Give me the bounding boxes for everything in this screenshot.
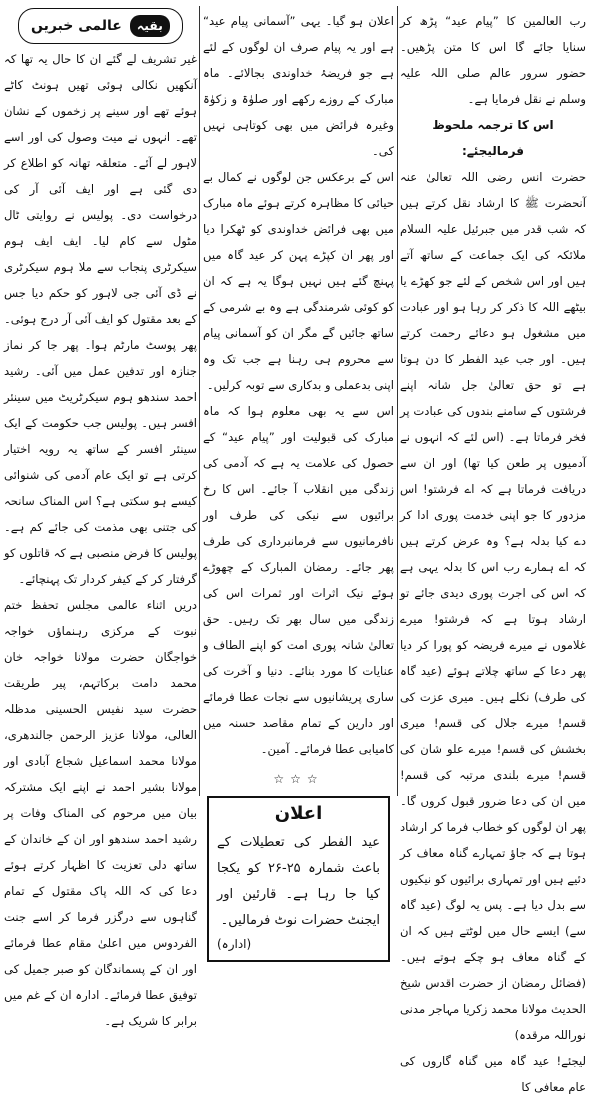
column-divider [397, 6, 398, 796]
middle-column [203, 8, 394, 951]
column-divider [199, 6, 200, 796]
eid-warning-paragraph: اس کے برعکس جن لوگوں نے کمال بے حیائی کا مظاہرہ کرتے ہوئے ماہ مبارک میں بھی فرائض خداوندی کو ٹھکرا دیا اور پھر ان کپڑے پہن کر عید گاہ میں پہنچ گئے ہیں نہیں ہوگا یہ ہے کہ ان کو کوئی شرمندگی ہے وہ بے شرمی کے ساتھ جائیں گے مگر ان کو آسمانی پیام سے محروم ہی رہنا ہے جب تک وہ اپنی بدعملی و بدکاری سے توبہ کرلیں۔ [203, 170, 394, 392]
ramadan-acceptance-paragraph: اس سے یہ بھی معلوم ہوا کہ ماہ مبارک کی قبولیت اور ”پیام عید“ کے حصول کی علامت یہ ہے کہ آدمی کی زندگی میں انقلاب آ جائے۔ اس کا رخ برائیوں سے نیکی کی طرف اور نافرمانیوں سے فرمانبرداری کی طرف پھر جائے۔ رمضان المبارک کے چھوڑے ہوئے نیک اثرات اور ثمرات اس کی زندگی میں سال بھر تک رہیں۔ حق تعالیٰ شانہ پوری امت کو اپنے الطاف و عنایات کا مورد بنائے۔ دنیا و آخرت کی ساری پریشانیوں سے نجات عطا فرمائے اور دارین کے تمام مقاصد حسنہ میں کامیابی عطا فرمائے۔ آمین۔ [203, 404, 394, 756]
announcement-title: اعلان [274, 803, 323, 824]
translation-heading: اس کا ترجمہ ملحوظ فرمالیجئے: [432, 118, 554, 158]
eid-forgiveness-text: لیجئے! عید گاہ میں گناہ گاروں کی عام معافی کا [400, 1054, 586, 1094]
left-column [4, 8, 197, 1028]
eid-message-continuation: اعلان ہو گیا۔ یہی ”آسمانی پیام عید“ ہے اور یہ پیام صرف ان لوگوں کے لئے ہے جو فریضۂ خداوندی بجالائے۔ ماہ مبارک کے روزے رکھے اور صلوٰۃ و زکوٰۃ وغیرہ فرائض میں بھی کوتاہی نہیں کی۔ [203, 14, 394, 158]
right-column [400, 8, 586, 1094]
section-stars-divider: ☆☆☆ [273, 772, 324, 786]
announcement-body: عید الفطر کی تعطیلات کے باعث شمارہ ۲۵-۲۶ کو یکجا کیا جا رہا ہے۔ قارئین اور ایجنٹ حضرات نوٹ فرمالیں۔ [217, 835, 380, 928]
eid-message-intro: رب العالمین کا ”پیام عید“ پڑھ کر سنایا جائے گا اس کا متن پڑھیں۔ حضور سرور عالم صلی اللہ علیہ وسلم نے نقل فرمایا ہے۔ [400, 14, 586, 106]
news-report: غیر تشریف لے گئے ان کا حال یہ تھا کہ آنکھیں نکالی ہوئی تھیں ہونٹ کاٹے ہوئے تھے اور سینے پر زخموں کے نشان تھے۔ انہوں نے میت وصول کی اور اسے لاہور لے آئے۔ متعلقہ تھانہ کو اطلاع کر دی گئی ہے اور ایف آئی آر کی درخواست دی۔ پولیس نے روایتی ٹال مٹول سے کام لیا۔ ایف ایف ہوم سیکرٹری پنجاب سے ملا ہوم سیکرٹری نے ڈی آئی جی لاہور کو حکم دیا جس کے بعد مقتول کو ایف آئی آر درج ہوئی۔ پھر پوسٹ مارٹم ہوا۔ پھر جا کر نماز جنازہ اور تدفین عمل میں آئی۔ رشید احمد سندھو ہوم سیکرٹریٹ میں سینئر افسر ہیں۔ پولیس جب حکومت کے ایک سینئر افسر کے ساتھ یہ رویہ اختیار کرتی ہے تو ایک عام آدمی کی شنوائی کیسے ہو سکتی ہے؟ اس المناک سانحہ کی جتنی بھی مذمت کی جائے کم ہے۔ پولیس کا فرض منصبی ہے کہ قاتلوں کو گرفتار کر کے کیفر کردار تک پہنچائے۔ [4, 52, 197, 586]
section-title: عالمی خبریں [31, 18, 122, 34]
announcement-signature: (ادارہ) [217, 937, 252, 951]
condolence-statement: دریں اثناء عالمی مجلس تحفظ ختم نبوت کے مرکزی رہنماؤں خواجہ خواجگان حضرت مولانا خواجہ خان محمد دامت برکاتہم، پیر طریقت حضرت سید نفیس الحسینی مدظلہ العالی، مولانا عزیز الرحمن جالندھری، مولانا محمد اسماعیل شجاع آبادی اور مولانا بشیر احمد نے اپنے ایک مشترکہ بیان میں مرحوم کی المناک وفات پر رشید احمد سندھو اور ان کے خاندان کے ساتھ دلی تعزیت کا اظہار کرتے ہوئے دعا کی کہ اللہ پاک مقتول کے تمام گناہوں سے درگزر فرما کر اسے جنت الفردوس میں اعلیٰ مقام عطا فرمائے اور ان کے پسماندگان کو صبر جمیل کی توفیق عطا فرمائے۔ ادارہ ان کے غم میں برابر کا شریک ہے۔ [4, 598, 197, 1028]
continued-label: بقیہ [130, 15, 170, 37]
announcement-box [207, 796, 390, 962]
world-news-banner [18, 8, 183, 44]
hadith-translation: حضرت انس رضی اللہ تعالیٰ عنہ آنحضرت ﷺ کا ارشاد نقل کرتے ہیں کہ شب قدر میں جبرئیل علیہ السلام ملائکہ کی ایک جماعت کے ساتھ آتے ہیں اور اس شخص کے لئے جو کھڑے یا بیٹھے اللہ کا ذکر کر رہا ہو اور عبادت میں مشغول ہو دعائے رحمت کرتے ہیں۔ اور جب عید الفطر کا دن ہوتا ہے تو حق تعالیٰ جل شانہ اپنے فرشتوں کے سامنے بندوں کی عبادت پر فخر فرماتا ہے۔ (اس لئے کہ انہوں نے آدمیوں پر طعن کیا تھا) اور ان سے دریافت فرماتا ہے کہ اے فرشتو! اس مزدور کا جو اپنی خدمت پوری ادا کر دے کیا بدلہ ہے؟ وہ عرض کرتے ہیں کہ اے ہمارے رب اس کا بدلہ یہی ہے کہ اس کی اجرت پوری دیدی جائے تو ارشاد ہوتا ہے کہ فرشتو! میرے غلاموں نے میرے فریضہ کو پورا کر دیا پھر دعا کے ساتھ چلاتے ہوئے (عید گاہ کی طرف) نکلے ہیں۔ میری عزت کی قسم! میرے جلال کی قسم! میری بخشش کی قسم! میرے علو شان کی قسم! میرے بلندی مرتبہ کی قسم! میں ان کی دعا ضرور قبول کروں گا۔ پھر ان لوگوں کو خطاب فرما کر ارشاد ہوتا ہے کہ جاؤ تمہارے گناہ معاف کر دئیے ہیں اور تمہاری برائیوں کو نیکیوں سے بدل دیا ہے۔ پس یہ لوگ (عید گاہ سے) ایسے حال میں لوٹتے ہیں کہ ان کے گناہ معاف ہو چکے ہوتے ہیں۔ (فضائل رمضان از حضرت اقدس شیخ الحدیث مولانا محمد زکریا مہاجر مدنی نوراللہ مرقدہ) [400, 170, 586, 1042]
